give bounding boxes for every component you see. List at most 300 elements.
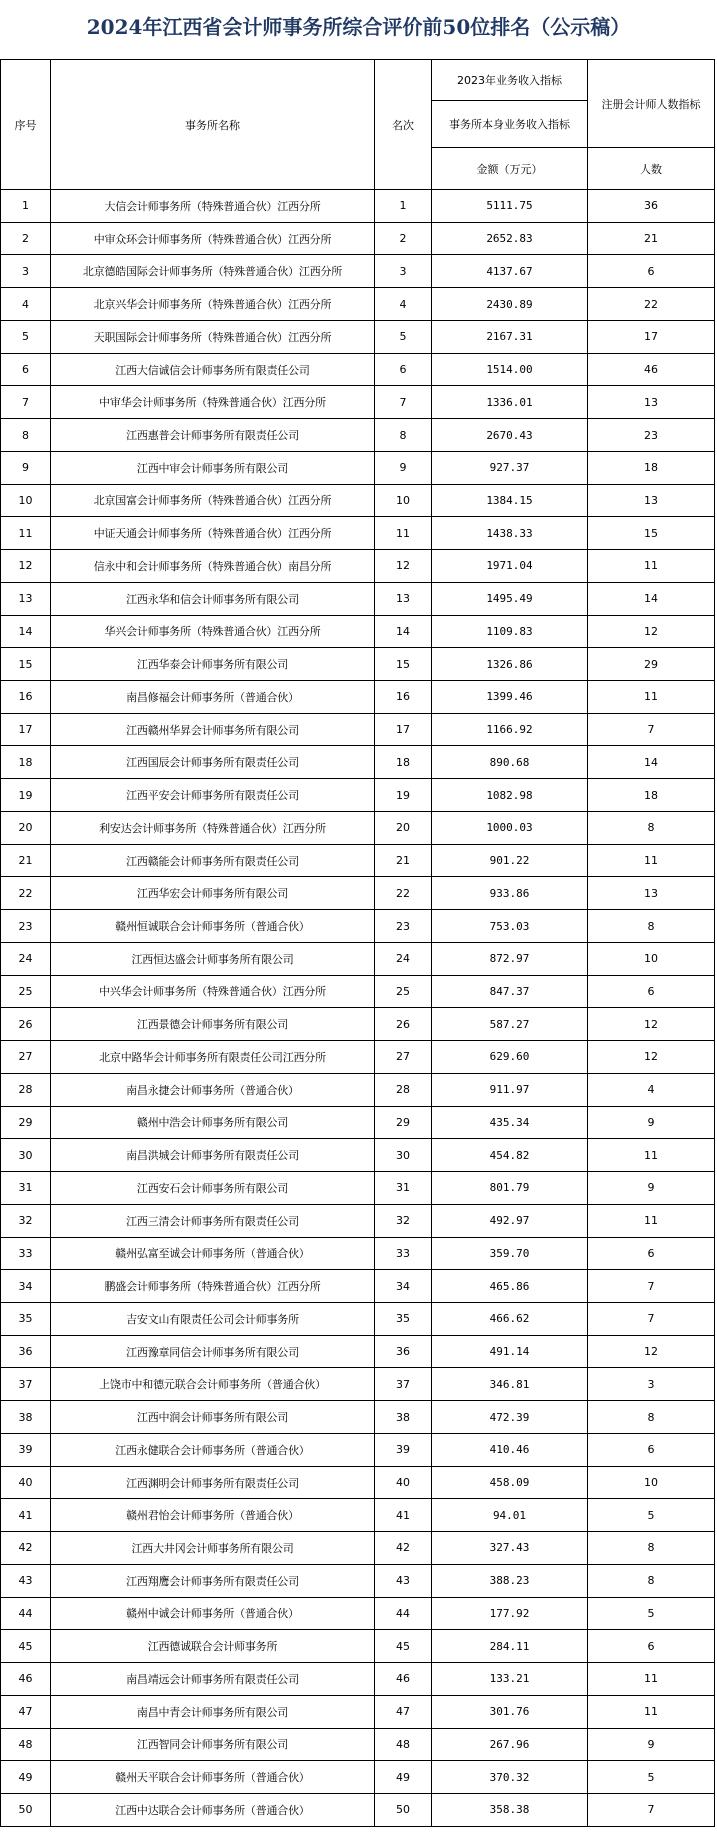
cell-firm-name: 江西翔鹰会计师事务所有限责任公司 — [51, 1564, 375, 1597]
cell-firm-name: 江西中达联合会计师事务所（普通合伙） — [51, 1793, 375, 1826]
cell-count: 12 — [588, 615, 715, 648]
cell-rank: 40 — [375, 1466, 432, 1499]
cell-rank: 19 — [375, 779, 432, 812]
cell-firm-name: 江西永健联合会计师事务所（普通合伙） — [51, 1433, 375, 1466]
cell-amount: 933.86 — [432, 877, 588, 910]
cell-rank: 13 — [375, 582, 432, 615]
table-row — [1, 419, 715, 452]
cell-amount: 1514.00 — [432, 353, 588, 386]
table-row — [1, 517, 715, 550]
cell-amount: 587.27 — [432, 1008, 588, 1041]
cell-amount: 267.96 — [432, 1728, 588, 1761]
cell-rank: 33 — [375, 1237, 432, 1270]
cell-count: 18 — [588, 779, 715, 812]
cell-amount: 1082.98 — [432, 779, 588, 812]
cell-amount: 410.46 — [432, 1433, 588, 1466]
cell-count: 12 — [588, 1008, 715, 1041]
cell-firm-name: 江西平安会计师事务所有限责任公司 — [51, 779, 375, 812]
cell-amount: 284.11 — [432, 1630, 588, 1663]
header-revenue-unit: 金额（万元） — [432, 148, 588, 190]
cell-rank: 35 — [375, 1302, 432, 1335]
page-title: 2024年江西省会计师事务所综合评价前50位排名（公示稿） — [86, 15, 631, 39]
cell-seq: 29 — [1, 1106, 51, 1139]
cell-seq: 27 — [1, 1041, 51, 1074]
cell-amount: 1438.33 — [432, 517, 588, 550]
cell-firm-name: 江西恒达盛会计师事务所有限公司 — [51, 942, 375, 975]
cell-count: 18 — [588, 451, 715, 484]
table-row — [1, 1401, 715, 1434]
cell-amount: 301.76 — [432, 1695, 588, 1728]
cell-seq: 7 — [1, 386, 51, 419]
cell-firm-name: 信永中和会计师事务所（特殊普通合伙）南昌分所 — [51, 550, 375, 583]
cell-seq: 12 — [1, 550, 51, 583]
cell-seq: 35 — [1, 1302, 51, 1335]
table-row — [1, 1302, 715, 1335]
cell-amount: 465.86 — [432, 1270, 588, 1303]
cell-count: 13 — [588, 484, 715, 517]
cell-rank: 6 — [375, 353, 432, 386]
cell-count: 11 — [588, 1695, 715, 1728]
cell-seq: 2 — [1, 222, 51, 255]
cell-amount: 1109.83 — [432, 615, 588, 648]
cell-count: 5 — [588, 1597, 715, 1630]
cell-count: 9 — [588, 1172, 715, 1205]
cell-rank: 47 — [375, 1695, 432, 1728]
cell-rank: 22 — [375, 877, 432, 910]
cell-amount: 901.22 — [432, 844, 588, 877]
cell-count: 9 — [588, 1728, 715, 1761]
cell-seq: 30 — [1, 1139, 51, 1172]
table-row — [1, 877, 715, 910]
cell-amount: 911.97 — [432, 1073, 588, 1106]
cell-rank: 15 — [375, 648, 432, 681]
cell-count: 8 — [588, 1564, 715, 1597]
cell-seq: 44 — [1, 1597, 51, 1630]
table-row — [1, 1466, 715, 1499]
cell-firm-name: 南昌修福会计师事务所（普通合伙） — [51, 681, 375, 714]
header-revenue-sub: 事务所本身业务收入指标 — [432, 101, 588, 148]
cell-count: 14 — [588, 582, 715, 615]
cell-rank: 23 — [375, 910, 432, 943]
cell-rank: 42 — [375, 1532, 432, 1565]
cell-rank: 34 — [375, 1270, 432, 1303]
cell-amount: 847.37 — [432, 975, 588, 1008]
cell-count: 23 — [588, 419, 715, 452]
table-row — [1, 942, 715, 975]
cell-seq: 4 — [1, 288, 51, 321]
cell-firm-name: 江西渊明会计师事务所有限责任公司 — [51, 1466, 375, 1499]
cell-amount: 472.39 — [432, 1401, 588, 1434]
table-header — [1, 60, 715, 190]
cell-seq: 47 — [1, 1695, 51, 1728]
cell-count: 15 — [588, 517, 715, 550]
cell-rank: 26 — [375, 1008, 432, 1041]
cell-count: 6 — [588, 1630, 715, 1663]
cell-seq: 25 — [1, 975, 51, 1008]
cell-seq: 8 — [1, 419, 51, 452]
cell-amount: 492.97 — [432, 1204, 588, 1237]
table-row — [1, 1172, 715, 1205]
cell-count: 29 — [588, 648, 715, 681]
cell-amount: 927.37 — [432, 451, 588, 484]
cell-firm-name: 江西赣州华昇会计师事务所有限公司 — [51, 713, 375, 746]
cell-rank: 3 — [375, 255, 432, 288]
table-row — [1, 1532, 715, 1565]
cell-firm-name: 江西永华和信会计师事务所有限公司 — [51, 582, 375, 615]
cell-firm-name: 华兴会计师事务所（特殊普通合伙）江西分所 — [51, 615, 375, 648]
cell-rank: 46 — [375, 1663, 432, 1696]
cell-seq: 28 — [1, 1073, 51, 1106]
cell-seq: 46 — [1, 1663, 51, 1696]
cell-firm-name: 赣州天平联合会计师事务所（普通合伙） — [51, 1761, 375, 1794]
cell-firm-name: 北京德皓国际会计师事务所（特殊普通合伙）江西分所 — [51, 255, 375, 288]
cell-rank: 14 — [375, 615, 432, 648]
cell-firm-name: 北京兴华会计师事务所（特殊普通合伙）江西分所 — [51, 288, 375, 321]
cell-firm-name: 江西德诚联合会计师事务所 — [51, 1630, 375, 1663]
cell-rank: 44 — [375, 1597, 432, 1630]
cell-rank: 36 — [375, 1335, 432, 1368]
cell-rank: 45 — [375, 1630, 432, 1663]
table-row — [1, 320, 715, 353]
table-row — [1, 1663, 715, 1696]
cell-firm-name: 吉安文山有限责任公司会计师事务所 — [51, 1302, 375, 1335]
cell-firm-name: 赣州君怡会计师事务所（普通合伙） — [51, 1499, 375, 1532]
table-row — [1, 975, 715, 1008]
cell-amount: 454.82 — [432, 1139, 588, 1172]
cell-amount: 358.38 — [432, 1793, 588, 1826]
cell-firm-name: 北京中路华会计师事务所有限责任公司江西分所 — [51, 1041, 375, 1074]
cell-seq: 3 — [1, 255, 51, 288]
cell-count: 7 — [588, 1270, 715, 1303]
cell-rank: 49 — [375, 1761, 432, 1794]
cell-seq: 19 — [1, 779, 51, 812]
cell-count: 8 — [588, 910, 715, 943]
cell-amount: 1399.46 — [432, 681, 588, 714]
header-seq: 序号 — [1, 60, 51, 190]
cell-rank: 5 — [375, 320, 432, 353]
cell-firm-name: 江西华泰会计师事务所有限公司 — [51, 648, 375, 681]
cell-firm-name: 江西智同会计师事务所有限公司 — [51, 1728, 375, 1761]
cell-rank: 1 — [375, 190, 432, 223]
cell-rank: 27 — [375, 1041, 432, 1074]
cell-amount: 435.34 — [432, 1106, 588, 1139]
cell-count: 3 — [588, 1368, 715, 1401]
table-row — [1, 1793, 715, 1826]
table-row — [1, 910, 715, 943]
cell-rank: 43 — [375, 1564, 432, 1597]
cell-firm-name: 江西赣能会计师事务所有限责任公司 — [51, 844, 375, 877]
cell-count: 10 — [588, 942, 715, 975]
cell-count: 7 — [588, 1302, 715, 1335]
table-row — [1, 1041, 715, 1074]
cell-amount: 466.62 — [432, 1302, 588, 1335]
cell-amount: 1971.04 — [432, 550, 588, 583]
ranking-table — [0, 59, 715, 1827]
cell-seq: 16 — [1, 681, 51, 714]
cell-amount: 1166.92 — [432, 713, 588, 746]
cell-rank: 28 — [375, 1073, 432, 1106]
cell-firm-name: 江西大信诚信会计师事务所有限责任公司 — [51, 353, 375, 386]
cell-seq: 32 — [1, 1204, 51, 1237]
table-row — [1, 1008, 715, 1041]
cell-amount: 4137.67 — [432, 255, 588, 288]
cell-seq: 38 — [1, 1401, 51, 1434]
cell-seq: 49 — [1, 1761, 51, 1794]
cell-rank: 10 — [375, 484, 432, 517]
cell-seq: 42 — [1, 1532, 51, 1565]
cell-firm-name: 鹏盛会计师事务所（特殊普通合伙）江西分所 — [51, 1270, 375, 1303]
table-row — [1, 1237, 715, 1270]
cell-amount: 2652.83 — [432, 222, 588, 255]
cell-rank: 8 — [375, 419, 432, 452]
table-row — [1, 713, 715, 746]
cell-seq: 36 — [1, 1335, 51, 1368]
cell-amount: 2430.89 — [432, 288, 588, 321]
cell-rank: 18 — [375, 746, 432, 779]
table-row — [1, 1073, 715, 1106]
cell-seq: 15 — [1, 648, 51, 681]
cell-amount: 458.09 — [432, 1466, 588, 1499]
cell-firm-name: 江西大井冈会计师事务所有限公司 — [51, 1532, 375, 1565]
cell-amount: 1495.49 — [432, 582, 588, 615]
cell-seq: 45 — [1, 1630, 51, 1663]
cell-seq: 26 — [1, 1008, 51, 1041]
cell-amount: 5111.75 — [432, 190, 588, 223]
cell-seq: 34 — [1, 1270, 51, 1303]
table-row — [1, 844, 715, 877]
cell-count: 46 — [588, 353, 715, 386]
cell-count: 11 — [588, 1139, 715, 1172]
cell-seq: 39 — [1, 1433, 51, 1466]
table-row — [1, 1695, 715, 1728]
cell-amount: 370.32 — [432, 1761, 588, 1794]
cell-firm-name: 江西安石会计师事务所有限公司 — [51, 1172, 375, 1205]
cell-firm-name: 赣州中浩会计师事务所有限公司 — [51, 1106, 375, 1139]
cell-seq: 6 — [1, 353, 51, 386]
cell-seq: 48 — [1, 1728, 51, 1761]
cell-amount: 491.14 — [432, 1335, 588, 1368]
cell-count: 22 — [588, 288, 715, 321]
cell-rank: 21 — [375, 844, 432, 877]
cell-rank: 16 — [375, 681, 432, 714]
cell-count: 8 — [588, 1401, 715, 1434]
cell-amount: 177.92 — [432, 1597, 588, 1630]
cell-firm-name: 江西惠普会计师事务所有限责任公司 — [51, 419, 375, 452]
table-row — [1, 1368, 715, 1401]
cell-amount: 359.70 — [432, 1237, 588, 1270]
table-row — [1, 190, 715, 223]
table-row — [1, 1761, 715, 1794]
cell-count: 7 — [588, 1793, 715, 1826]
cell-amount: 629.60 — [432, 1041, 588, 1074]
table-row — [1, 648, 715, 681]
cell-rank: 9 — [375, 451, 432, 484]
cell-count: 21 — [588, 222, 715, 255]
cell-firm-name: 江西中审会计师事务所有限公司 — [51, 451, 375, 484]
cell-firm-name: 南昌永捷会计师事务所（普通合伙） — [51, 1073, 375, 1106]
table-row — [1, 615, 715, 648]
cell-rank: 48 — [375, 1728, 432, 1761]
cell-firm-name: 天职国际会计师事务所（特殊普通合伙）江西分所 — [51, 320, 375, 353]
cell-seq: 1 — [1, 190, 51, 223]
cell-count: 12 — [588, 1335, 715, 1368]
cell-firm-name: 赣州弘富至诚会计师事务所（普通合伙） — [51, 1237, 375, 1270]
cell-rank: 25 — [375, 975, 432, 1008]
cell-count: 14 — [588, 746, 715, 779]
cell-firm-name: 江西三清会计师事务所有限责任公司 — [51, 1204, 375, 1237]
table-row — [1, 484, 715, 517]
table-row — [1, 550, 715, 583]
cell-count: 4 — [588, 1073, 715, 1106]
cell-seq: 37 — [1, 1368, 51, 1401]
table-body — [1, 190, 715, 1827]
cell-rank: 4 — [375, 288, 432, 321]
cell-seq: 11 — [1, 517, 51, 550]
cell-rank: 11 — [375, 517, 432, 550]
cell-firm-name: 中证天通会计师事务所（特殊普通合伙）江西分所 — [51, 517, 375, 550]
cell-rank: 7 — [375, 386, 432, 419]
cell-firm-name: 江西豫章同信会计师事务所有限公司 — [51, 1335, 375, 1368]
cell-count: 12 — [588, 1041, 715, 1074]
cell-firm-name: 南昌靖远会计师事务所有限责任公司 — [51, 1663, 375, 1696]
table-row — [1, 1204, 715, 1237]
table-row — [1, 746, 715, 779]
cell-count: 13 — [588, 877, 715, 910]
cell-count: 5 — [588, 1499, 715, 1532]
cell-firm-name: 上饶市中和德元联合会计师事务所（普通合伙） — [51, 1368, 375, 1401]
cell-amount: 753.03 — [432, 910, 588, 943]
cell-rank: 38 — [375, 1401, 432, 1434]
cell-count: 11 — [588, 1663, 715, 1696]
cell-count: 6 — [588, 1237, 715, 1270]
cell-firm-name: 大信会计师事务所（特殊普通合伙）江西分所 — [51, 190, 375, 223]
cell-count: 11 — [588, 844, 715, 877]
cell-count: 9 — [588, 1106, 715, 1139]
cell-count: 36 — [588, 190, 715, 223]
cell-firm-name: 北京国富会计师事务所（特殊普通合伙）江西分所 — [51, 484, 375, 517]
table-row — [1, 811, 715, 844]
cell-seq: 14 — [1, 615, 51, 648]
cell-rank: 2 — [375, 222, 432, 255]
cell-count: 5 — [588, 1761, 715, 1794]
cell-seq: 21 — [1, 844, 51, 877]
cell-rank: 41 — [375, 1499, 432, 1532]
cell-count: 11 — [588, 681, 715, 714]
cell-firm-name: 利安达会计师事务所（特殊普通合伙）江西分所 — [51, 811, 375, 844]
cell-rank: 17 — [375, 713, 432, 746]
cell-count: 8 — [588, 1532, 715, 1565]
table-row — [1, 1335, 715, 1368]
table-row — [1, 1630, 715, 1663]
cell-seq: 22 — [1, 877, 51, 910]
cell-count: 17 — [588, 320, 715, 353]
cell-rank: 39 — [375, 1433, 432, 1466]
cell-amount: 388.23 — [432, 1564, 588, 1597]
cell-amount: 2670.43 — [432, 419, 588, 452]
cell-seq: 33 — [1, 1237, 51, 1270]
cell-rank: 29 — [375, 1106, 432, 1139]
cell-rank: 37 — [375, 1368, 432, 1401]
cell-seq: 41 — [1, 1499, 51, 1532]
table-row — [1, 582, 715, 615]
table-row — [1, 779, 715, 812]
table-row — [1, 1270, 715, 1303]
cell-amount: 872.97 — [432, 942, 588, 975]
cell-seq: 10 — [1, 484, 51, 517]
cell-seq: 31 — [1, 1172, 51, 1205]
cell-firm-name: 中兴华会计师事务所（特殊普通合伙）江西分所 — [51, 975, 375, 1008]
cell-firm-name: 江西景德会计师事务所有限公司 — [51, 1008, 375, 1041]
cell-rank: 31 — [375, 1172, 432, 1205]
cell-amount: 801.79 — [432, 1172, 588, 1205]
table-row — [1, 1106, 715, 1139]
cell-count: 6 — [588, 255, 715, 288]
cell-seq: 50 — [1, 1793, 51, 1826]
table-row — [1, 1433, 715, 1466]
cell-seq: 24 — [1, 942, 51, 975]
cell-amount: 1326.86 — [432, 648, 588, 681]
table-row — [1, 353, 715, 386]
cell-firm-name: 南昌洪城会计师事务所有限责任公司 — [51, 1139, 375, 1172]
cell-firm-name: 江西华宏会计师事务所有限公司 — [51, 877, 375, 910]
header-revenue-group: 2023年业务收入指标 — [432, 60, 588, 101]
header-firm-name: 事务所名称 — [51, 60, 375, 190]
cell-count: 11 — [588, 1204, 715, 1237]
cell-seq: 5 — [1, 320, 51, 353]
cell-count: 6 — [588, 975, 715, 1008]
cell-count: 10 — [588, 1466, 715, 1499]
cell-count: 6 — [588, 1433, 715, 1466]
cell-seq: 17 — [1, 713, 51, 746]
cell-seq: 23 — [1, 910, 51, 943]
cell-firm-name: 赣州恒诚联合会计师事务所（普通合伙） — [51, 910, 375, 943]
cell-amount: 890.68 — [432, 746, 588, 779]
table-row — [1, 1499, 715, 1532]
table-row — [1, 255, 715, 288]
table-row — [1, 1139, 715, 1172]
cell-firm-name: 赣州中诚会计师事务所（普通合伙） — [51, 1597, 375, 1630]
table-row — [1, 451, 715, 484]
cell-firm-name: 南昌中青会计师事务所有限公司 — [51, 1695, 375, 1728]
cell-rank: 12 — [375, 550, 432, 583]
cell-count: 13 — [588, 386, 715, 419]
cell-amount: 1384.15 — [432, 484, 588, 517]
cell-count: 8 — [588, 811, 715, 844]
cell-count: 7 — [588, 713, 715, 746]
table-row — [1, 1564, 715, 1597]
cell-seq: 20 — [1, 811, 51, 844]
cell-rank: 30 — [375, 1139, 432, 1172]
table-row — [1, 222, 715, 255]
cell-seq: 18 — [1, 746, 51, 779]
table-row — [1, 288, 715, 321]
cell-firm-name: 中审众环会计师事务所（特殊普通合伙）江西分所 — [51, 222, 375, 255]
cell-amount: 346.81 — [432, 1368, 588, 1401]
cell-firm-name: 中审华会计师事务所（特殊普通合伙）江西分所 — [51, 386, 375, 419]
cell-firm-name: 江西国辰会计师事务所有限责任公司 — [51, 746, 375, 779]
cell-amount: 2167.31 — [432, 320, 588, 353]
header-cpa-group: 注册会计师人数指标 — [588, 60, 715, 148]
cell-firm-name: 江西中润会计师事务所有限公司 — [51, 1401, 375, 1434]
table-row — [1, 386, 715, 419]
header-rank: 名次 — [375, 60, 432, 190]
cell-rank: 32 — [375, 1204, 432, 1237]
cell-seq: 13 — [1, 582, 51, 615]
cell-rank: 24 — [375, 942, 432, 975]
cell-amount: 133.21 — [432, 1663, 588, 1696]
cell-seq: 9 — [1, 451, 51, 484]
cell-amount: 1336.01 — [432, 386, 588, 419]
